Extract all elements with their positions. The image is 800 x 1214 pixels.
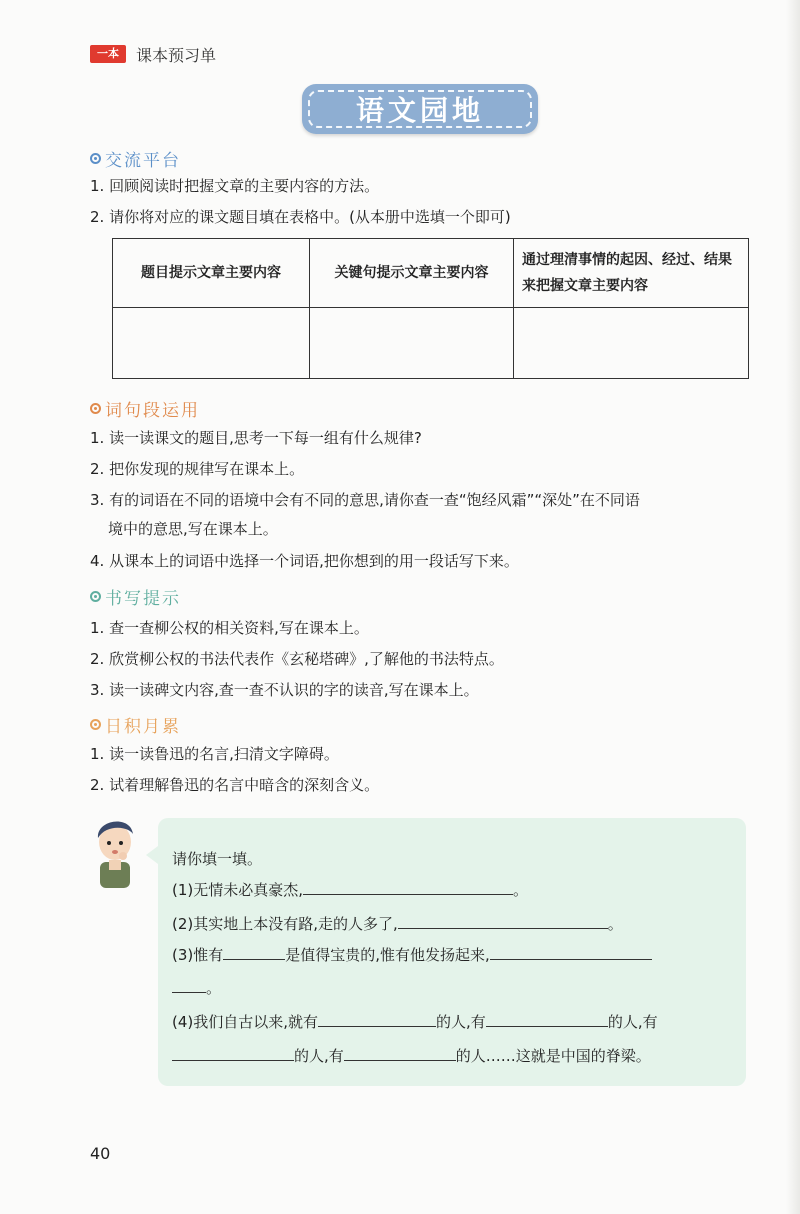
answer-cell[interactable] — [310, 308, 514, 379]
question-text: (3)惟有 — [172, 946, 224, 964]
answer-cell[interactable] — [113, 308, 310, 379]
question-end: 。 — [206, 979, 222, 997]
section-heading-text: 交流平台 — [105, 151, 181, 171]
question-end: 。 — [513, 881, 529, 899]
table-answer-row — [113, 308, 749, 379]
section-heading-exchange — [90, 146, 181, 171]
answer-cell[interactable] — [514, 308, 749, 379]
answer-blank[interactable] — [490, 943, 652, 960]
page-number: 40 — [90, 1144, 111, 1163]
question-text: 的人,有 — [607, 1013, 658, 1031]
brand-logo: 一本 — [90, 45, 126, 63]
circle-bullet-icon — [90, 719, 101, 730]
page-edge-shadow — [786, 0, 800, 1214]
page-title-banner — [302, 84, 538, 134]
fill-question-3-cont — [172, 976, 732, 999]
question-text: 的人,有 — [294, 1047, 344, 1065]
fill-question-4 — [172, 1010, 732, 1033]
circle-bullet-icon — [90, 403, 101, 414]
brand-header — [90, 42, 216, 66]
answer-blank[interactable] — [223, 943, 285, 960]
list-item-continuation: 境中的意思,写在课本上。 — [108, 520, 278, 538]
answer-blank[interactable] — [172, 1044, 294, 1061]
list-item: 2. 把你发现的规律写在课本上。 — [90, 460, 305, 478]
brand-title: 课本预习单 — [136, 45, 217, 65]
list-item: 2. 欣赏柳公权的书法代表作《玄秘塔碑》,了解他的书法特点。 — [90, 650, 504, 668]
circle-bullet-icon — [90, 591, 101, 602]
thinking-boy-icon — [90, 810, 140, 890]
list-item: 3. 读一读碑文内容,查一查不认识的字的读音,写在课本上。 — [90, 681, 479, 699]
list-item: 2. 试着理解鲁迅的名言中暗含的深刻含义。 — [90, 776, 380, 794]
question-text: 是值得宝贵的,惟有他发扬起来, — [285, 946, 490, 964]
answer-blank[interactable] — [303, 878, 513, 895]
list-item: 2. 请你将对应的课文题目填在表格中。(从本册中选填一个即可) — [90, 208, 511, 226]
answer-blank[interactable] — [398, 912, 608, 929]
fill-question-2 — [172, 912, 732, 935]
fill-in-prompt: 请你填一填。 — [172, 850, 263, 868]
table-header-cell: 通过理清事情的起因、经过、结果来把握文章主要内容 — [514, 239, 749, 308]
fill-question-4-cont — [172, 1044, 732, 1067]
section-heading-text: 日积月累 — [105, 717, 181, 737]
question-text: (4)我们自古以来,就有 — [172, 1013, 319, 1031]
section-heading-daily — [90, 712, 181, 737]
fill-question-1 — [172, 878, 732, 901]
circle-bullet-icon — [90, 153, 101, 164]
list-item: 1. 读一读课文的题目,思考一下每一组有什么规律? — [90, 429, 422, 447]
fill-question-3 — [172, 943, 732, 966]
answer-blank[interactable] — [344, 1044, 456, 1061]
lesson-title-table — [112, 238, 749, 379]
section-heading-writing — [90, 584, 181, 609]
section-heading-text: 词句段运用 — [105, 401, 200, 421]
answer-blank[interactable] — [486, 1010, 608, 1027]
question-text: (2)其实地上本没有路,走的人多了, — [172, 915, 398, 933]
question-text: 的人,有 — [436, 1013, 486, 1031]
question-text: 的人……这就是中国的脊梁。 — [455, 1047, 651, 1065]
section-heading-words — [90, 396, 200, 421]
list-item: 1. 查一查柳公权的相关资料,写在课本上。 — [90, 619, 369, 637]
table-header-cell: 题目提示文章主要内容 — [113, 239, 310, 308]
answer-blank[interactable] — [172, 976, 206, 993]
list-item: 1. 回顾阅读时把握文章的主要内容的方法。 — [90, 177, 380, 195]
question-text: (1)无情未必真豪杰, — [172, 881, 304, 899]
list-item: 3. 有的词语在不同的语境中会有不同的意思,请你查一查“饱经风霜”“深处”在不同语 — [90, 491, 640, 509]
table-header-cell: 关键句提示文章主要内容 — [310, 239, 514, 308]
table-header-row — [113, 239, 749, 308]
page-title: 语文园地 — [308, 90, 532, 128]
list-item: 1. 读一读鲁迅的名言,扫清文字障碍。 — [90, 745, 339, 763]
section-heading-text: 书写提示 — [105, 589, 181, 609]
question-end: 。 — [607, 915, 623, 933]
answer-blank[interactable] — [318, 1010, 436, 1027]
list-item: 4. 从课本上的词语中选择一个词语,把你想到的用一段话写下来。 — [90, 552, 519, 570]
